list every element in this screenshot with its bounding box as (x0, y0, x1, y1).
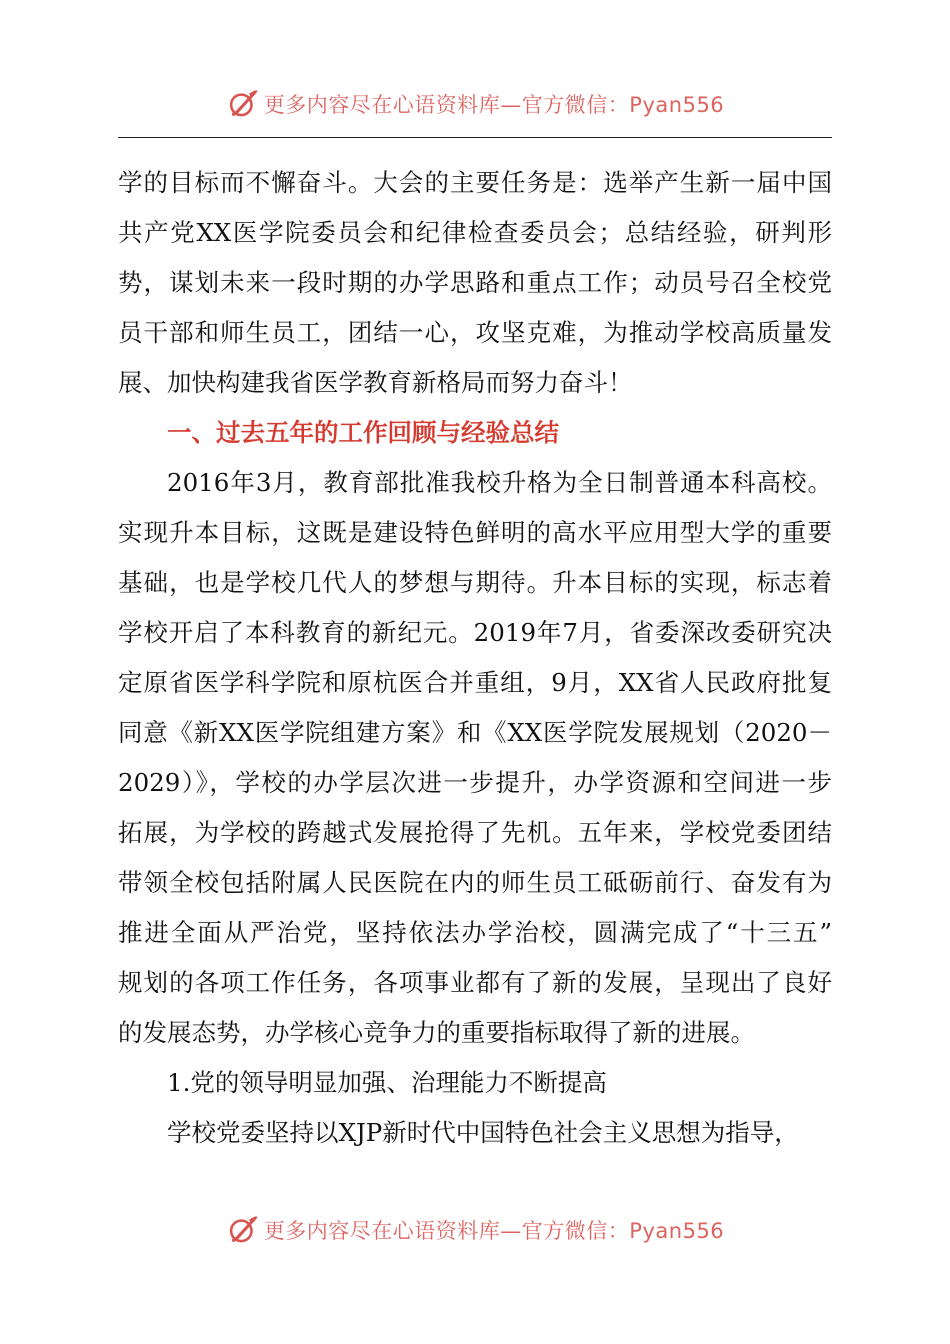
paragraph-line: 展、加快构建我省医学教育新格局而努力奋斗！ (118, 368, 633, 397)
paragraph-line: 基础，也是学校几代人的梦想与期待。升本目标的实现，标志着 (118, 568, 832, 597)
paragraph-line: 2029）》，学校的办学层次进一步提升，办学资源和空间进一步 (118, 768, 832, 797)
header-watermark-text: 更多内容尽在心语资料库—官方微信：Pyan556 (263, 93, 725, 117)
paragraph-line: 的发展态势，办学核心竞争力的重要指标取得了新的进展。 (118, 1018, 755, 1047)
document-body (118, 158, 832, 1158)
paragraph-line: 实现升本目标，这既是建设特色鲜明的高水平应用型大学的重要 (118, 518, 832, 547)
paragraph-line: 带领全校包括附属人民医院在内的师生员工砥砺前行、奋发有为 (118, 868, 832, 897)
footer-watermark (0, 1208, 950, 1252)
header-divider (118, 137, 832, 138)
paragraph-line: 共产党XX医学院委员会和纪律检查委员会；总结经验，研判形 (118, 218, 832, 247)
footer-watermark-text: 更多内容尽在心语资料库—官方微信：Pyan556 (263, 1219, 725, 1243)
paragraph-line: 规划的各项工作任务，各项事业都有了新的发展，呈现出了良好 (118, 968, 832, 997)
quill-pen-circle-logo (226, 87, 260, 121)
paragraph-line: 拓展，为学校的跨越式发展抢得了先机。五年来，学校党委团结 (118, 818, 832, 847)
quill-pen-circle-logo (226, 1213, 260, 1247)
paragraph-line: 推进全面从严治党，坚持依法办学治校，圆满完成了“十三五” (118, 918, 832, 947)
paragraph-line: 定原省医学科学院和原杭医合并重组，9月，XX省人民政府批复 (118, 668, 832, 697)
paragraph-line: 同意《新XX医学院组建方案》和《XX医学院发展规划（2020－ (118, 718, 832, 747)
header-watermark (0, 82, 950, 126)
paragraph-line: 学的目标而不懈奋斗。大会的主要任务是：选举产生新一届中国 (118, 168, 832, 197)
section-heading: 一、过去五年的工作回顾与经验总结 (167, 418, 559, 447)
paragraph-line: 2016年3月，教育部批准我校升格为全日制普通本科高校。 (167, 468, 832, 497)
paragraph-line: 势，谋划未来一段时期的办学思路和重点工作；动员号召全校党 (118, 268, 832, 297)
paragraph-line: 员干部和师生员工，团结一心，攻坚克难，为推动学校高质量发 (118, 318, 832, 347)
paragraph-line: 学校党委坚持以XJP新时代中国特色社会主义思想为指导， (167, 1118, 799, 1147)
subsection-heading: 1.党的领导明显加强、治理能力不断提高 (167, 1068, 607, 1097)
paragraph-line: 学校开启了本科教育的新纪元。2019年7月，省委深改委研究决 (118, 618, 832, 647)
